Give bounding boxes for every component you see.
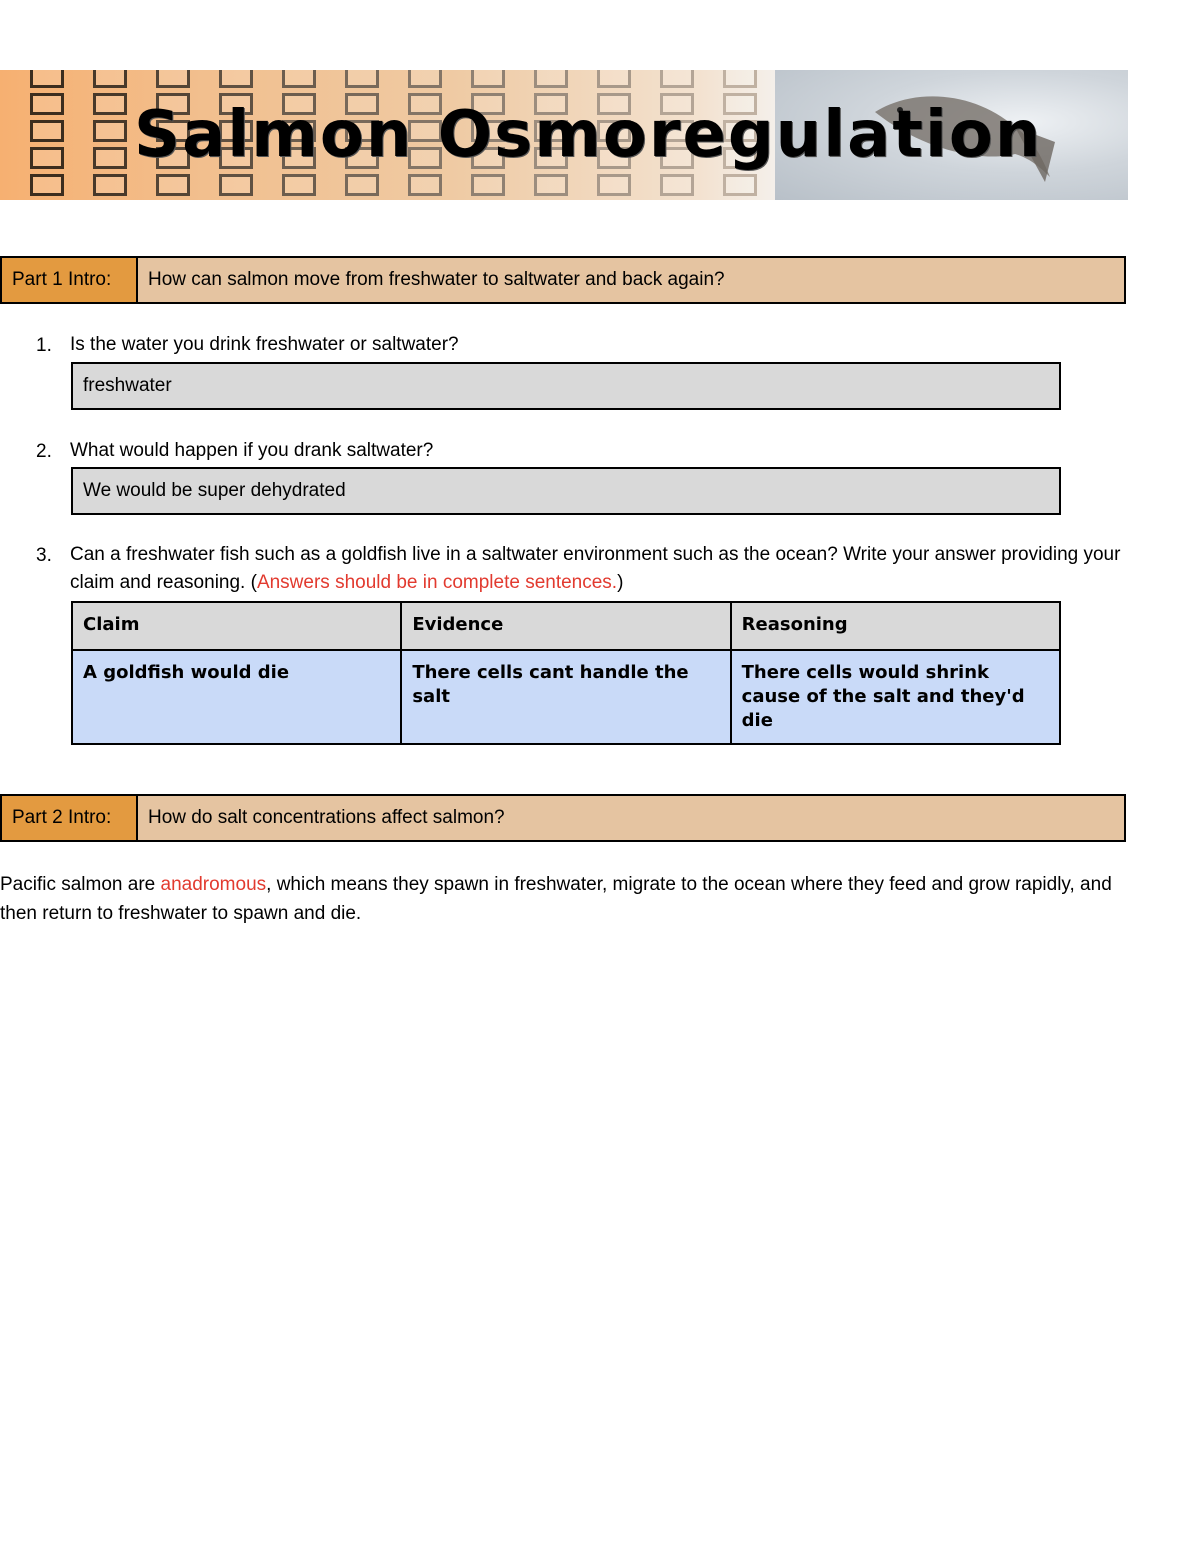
banner-tile (534, 70, 568, 88)
question-2-answer-field[interactable]: We would be super dehydrated (71, 467, 1061, 515)
question-2-number: 2. (36, 441, 52, 462)
banner-tile (471, 70, 505, 88)
banner-tile (30, 120, 64, 142)
banner-tile (723, 174, 757, 196)
banner-tile (219, 70, 253, 88)
claim-cell[interactable]: A goldfish would die (72, 650, 401, 744)
claim-header: Claim (72, 602, 401, 650)
banner-tile (471, 174, 505, 196)
reasoning-header: Reasoning (731, 602, 1060, 650)
part1-intro-bar (0, 256, 1126, 304)
banner-tile (219, 174, 253, 196)
banner-title: Salmon Osmoregulation (134, 98, 1043, 172)
part1-question: How can salmon move from freshwater to saltwater and back again? (148, 269, 725, 290)
banner-tile (282, 174, 316, 196)
question-3-number: 3. (36, 545, 52, 566)
banner-tile (30, 93, 64, 115)
title-banner (0, 70, 1128, 200)
banner-tile (30, 174, 64, 196)
claim-evidence-reasoning-table (71, 601, 1061, 745)
question-3-instruction: Answers should be in complete sentences. (256, 572, 618, 593)
evidence-cell[interactable]: There cells cant handle the salt (401, 650, 730, 744)
banner-tile (723, 70, 757, 88)
paragraph-start: Pacific salmon are (0, 874, 161, 895)
reasoning-cell[interactable]: There cells would shrink cause of the salt and they'd die (731, 650, 1060, 744)
question-1-number: 1. (36, 335, 52, 356)
part2-label: Part 2 Intro: (2, 796, 138, 840)
banner-tile (93, 93, 127, 115)
paragraph-end: , which means they spawn in freshwater, migrate to the ocean where they feed and grow rapidly, and then return to freshwater to spawn and die. (0, 874, 1112, 924)
banner-tile (597, 70, 631, 88)
table-row (72, 650, 1060, 744)
part1-label: Part 1 Intro: (2, 258, 138, 302)
part2-question: How do salt concentrations affect salmon? (148, 807, 505, 828)
banner-tile (30, 147, 64, 169)
banner-tile (282, 70, 316, 88)
banner-tile (93, 70, 127, 88)
banner-tile (30, 70, 64, 88)
banner-tile (345, 174, 379, 196)
banner-tile (156, 174, 190, 196)
question-2-text: What would happen if you drank saltwater? (70, 440, 434, 461)
part2-intro-bar (0, 794, 1126, 842)
anadromous-term: anadromous (160, 874, 267, 895)
question-3-text (70, 541, 1130, 597)
banner-tile (156, 70, 190, 88)
banner-tile (534, 174, 568, 196)
banner-tile (93, 120, 127, 142)
banner-tile (408, 174, 442, 196)
banner-tile (660, 174, 694, 196)
banner-tile (345, 70, 379, 88)
banner-tile (660, 70, 694, 88)
question-3-text-close: ) (617, 572, 624, 593)
question-1-answer-field[interactable]: freshwater (71, 362, 1061, 410)
banner-tile (597, 174, 631, 196)
banner-tile (408, 70, 442, 88)
banner-tile (93, 174, 127, 196)
question-1-text: Is the water you drink freshwater or saltwater? (70, 334, 459, 355)
question-3-text-main: Can a freshwater fish such as a goldfish live in a saltwater environment such as the ocean? Write your answer providing your claim and reasoning. ( (70, 544, 1121, 593)
evidence-header: Evidence (401, 602, 730, 650)
banner-tile (93, 147, 127, 169)
table-header-row (72, 602, 1060, 650)
anadromous-paragraph (0, 870, 1130, 928)
